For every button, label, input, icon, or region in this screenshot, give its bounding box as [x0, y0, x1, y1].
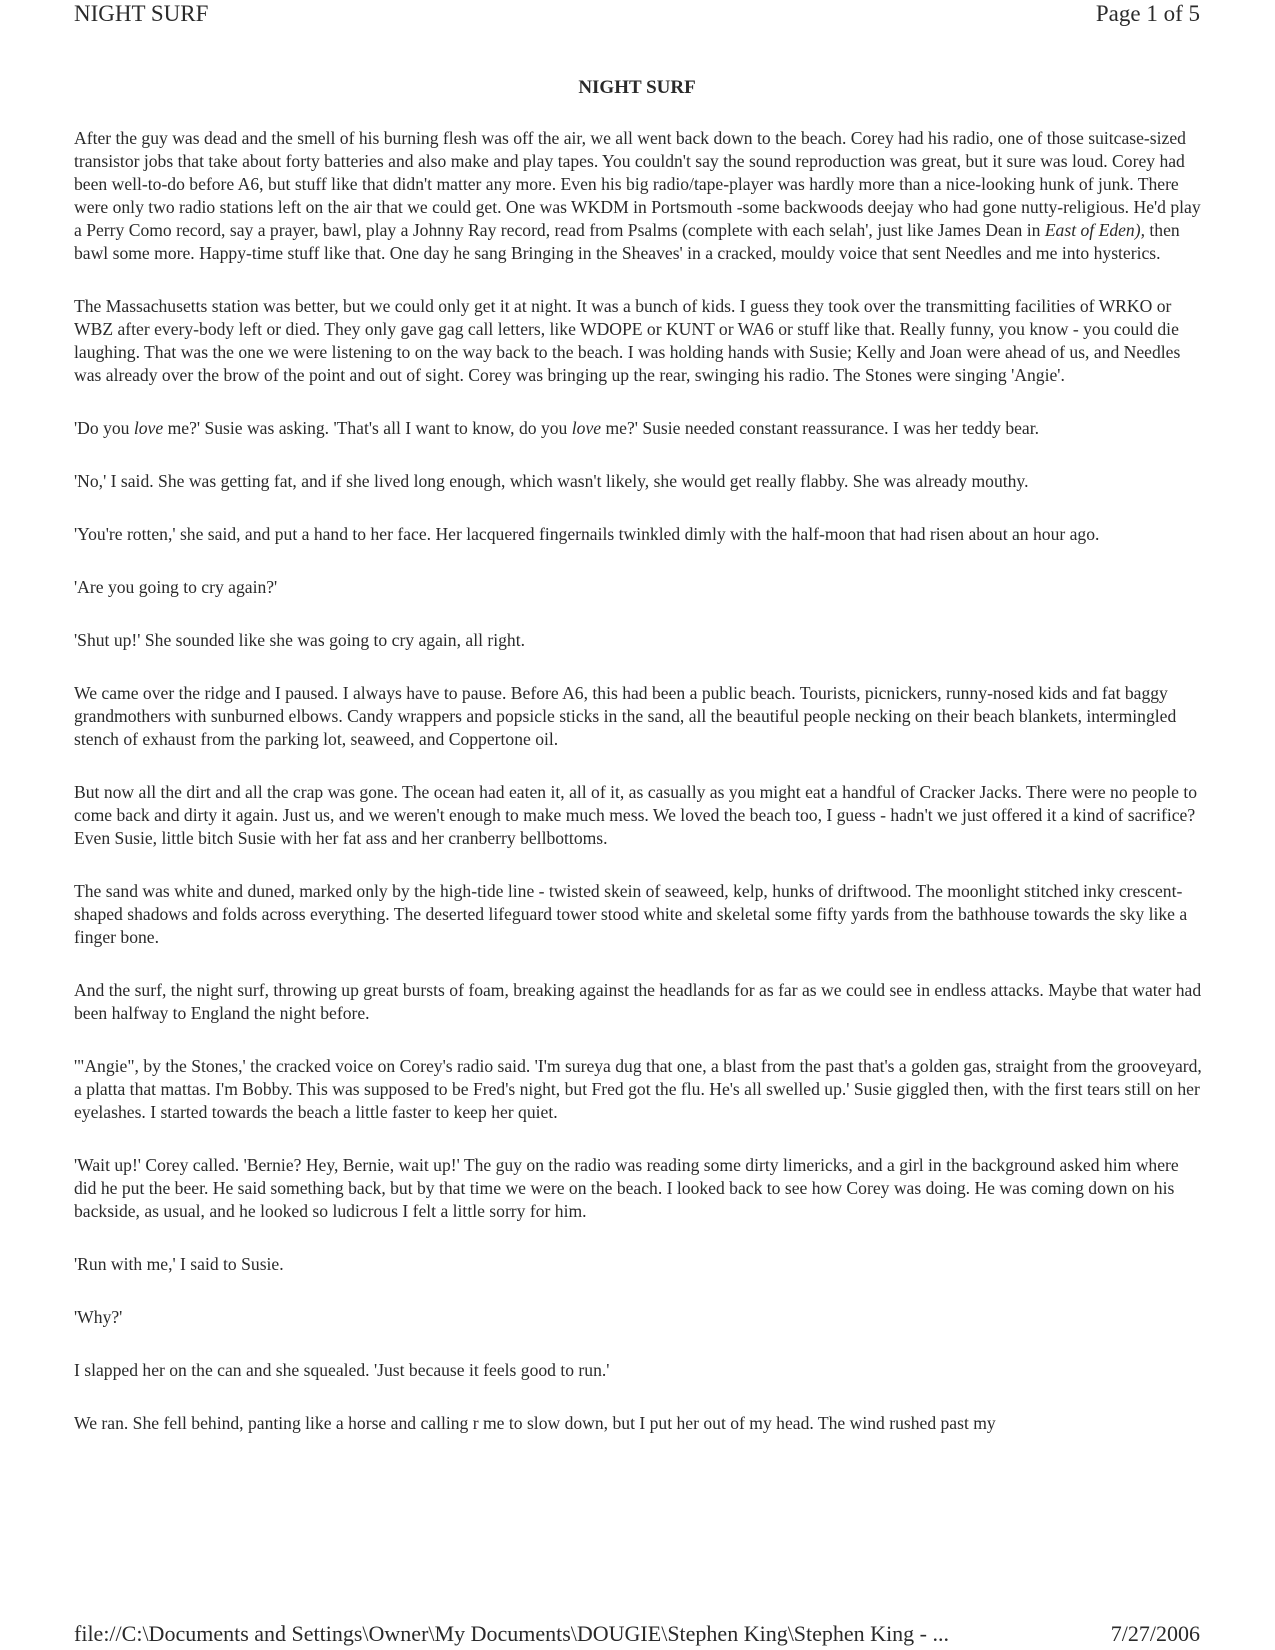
story-body — [74, 127, 1202, 1435]
italic-emphasis: love — [571, 418, 602, 438]
paragraph: 'Run with me,' I said to Susie. — [74, 1254, 284, 1274]
page-footer — [74, 1621, 1200, 1649]
paragraph-text: After the guy was dead and the smell of his burning flesh was off the air, we all went back down to the beach. Corey had his radio, one of those suitcase-sized transistor jobs that take about forty batteries and also make and play tapes. You couldn't say the sound reproduction was great, but it sure was loud. Corey had been well-to-do before A6, but stuff like that didn't matter any more. Even his big radio/tape-player was hardly more than a nice-looking hunk of junk. There were only two radio stations left on the air that we could get. One was WKDM in Portsmouth -some backwoods deejay who had gone nutty-religious. He'd play a Perry Como record, say a prayer, bawl, play a Johnny Ray record, read from Psalms (complete with each selah', just like James Dean in — [74, 128, 1201, 240]
paragraph — [74, 127, 1202, 265]
paragraph: 'No,' I said. She was getting fat, and if she lived long enough, which wasn't likely, she would get really flabby. She was already mouthy. — [74, 471, 1029, 491]
paragraph: We ran. She fell behind, panting like a horse and calling r me to slow down, but I put her out of my head. The wind rushed past my — [74, 1413, 996, 1433]
paragraph: I slapped her on the can and she squealed. 'Just because it feels good to run.' — [74, 1360, 610, 1380]
paragraph: 'Why?' — [74, 1307, 123, 1327]
document-title: NIGHT SURF — [578, 77, 696, 98]
paragraph: 'Shut up!' She sounded like she was going to cry again, all right. — [74, 630, 526, 650]
paragraph: 'Wait up!' Corey called. 'Bernie? Hey, Bernie, wait up!' The guy on the radio was reading some dirty limericks, and a girl in the background asked him where did he put the beer. He said something back, but by that time we were on the beach. I looked back to see how Corey was doing. He was coming down on his backside, as usual, and he looked so ludicrous I felt a little sorry for him. — [74, 1155, 1179, 1221]
italic-title: East of Eden), — [1044, 220, 1145, 240]
paragraph-text: 'Do you — [74, 418, 134, 438]
paragraph — [74, 417, 1202, 440]
file-path: file://C:\Documents and Settings\Owner\My Documents\DOUGIE\Stephen King\Stephen King - ... — [74, 1621, 950, 1646]
page-indicator: Page 1 of 5 — [1095, 1, 1200, 26]
paragraph: But now all the dirt and all the crap was gone. The ocean had eaten it, all of it, as casually as you might eat a handful of Cracker Jacks. There were no people to come back and dirty it again. Just us, and we weren't enough to make much mess. We loved the beach too, I guess - hadn't we just offered it a kind of sacrifice? Even Susie, little bitch Susie with her fat ass and her cranberry bellbottoms. — [74, 782, 1198, 848]
page-header — [74, 0, 1200, 30]
paragraph: '"Angie", by the Stones,' the cracked voice on Corey's radio said. 'I'm sureya dug that one, a blast from the past that's a golden gas, straight from the grooveyard, a platta that mattas. I'm Bobby. This was supposed to be Fred's night, but Fred got the flu. He's all swelled up.' Susie giggled then, with the first tears still on her eyelashes. I started towards the beach a little faster to keep her quiet. — [74, 1056, 1202, 1122]
paragraph: The Massachusetts station was better, but we could only get it at night. It was a bunch of kids. I guess they took over the transmitting facilities of WRKO or WBZ after every-body left or died. They only gave gag call letters, like WDOPE or KUNT or WA6 or stuff like that. Really funny, you know - you could die laughing. That was the one we were listening to on the way back to the beach. I was holding hands with Susie; Kelly and Joan were ahead of us, and Needles was already over the brow of the point and out of sight. Corey was bringing up the rear, swinging his radio. The Stones were singing 'Angie'. — [74, 296, 1181, 385]
paragraph-text: me?' Susie was asking. 'That's all I want to know, do you — [163, 418, 572, 438]
italic-emphasis: love — [133, 418, 164, 438]
running-title: NIGHT SURF — [74, 1, 209, 26]
paragraph-text: me?' Susie needed constant reassurance. I was her teddy bear. — [601, 418, 1040, 438]
paragraph: The sand was white and duned, marked only by the high-tide line - twisted skein of seaweed, kelp, hunks of driftwood. The moonlight stitched inky crescent-shaped shadows and folds across everything. The deserted lifeguard tower stood white and skeletal some fifty yards from the bathhouse towards the sky like a finger bone. — [74, 881, 1188, 947]
paragraph: And the surf, the night surf, throwing up great bursts of foam, breaking against the headlands for as far as we could see in endless attacks. Maybe that water had been halfway to England the night before. — [74, 980, 1202, 1023]
paragraph: We came over the ridge and I paused. I always have to pause. Before A6, this had been a public beach. Tourists, picnickers, runny-nosed kids and fat baggy grandmothers with sunburned elbows. Candy wrappers and popsicle sticks in the sand, all the beautiful people necking on their beach blankets, intermingled stench of exhaust from the parking lot, seaweed, and Coppertone oil. — [74, 683, 1177, 749]
print-date: 7/27/2006 — [1110, 1621, 1200, 1646]
paragraph: 'Are you going to cry again?' — [74, 577, 278, 597]
paragraph: 'You're rotten,' she said, and put a hand to her face. Her lacquered fingernails twinkled dimly with the half-moon that had risen about an hour ago. — [74, 524, 1100, 544]
paragraph-text: then bawl some more. Happy-time stuff like that. One day he sang Bringing in the Sheaves' in a cracked, mouldy voice that sent Needles and me into hysterics. — [74, 220, 1180, 263]
